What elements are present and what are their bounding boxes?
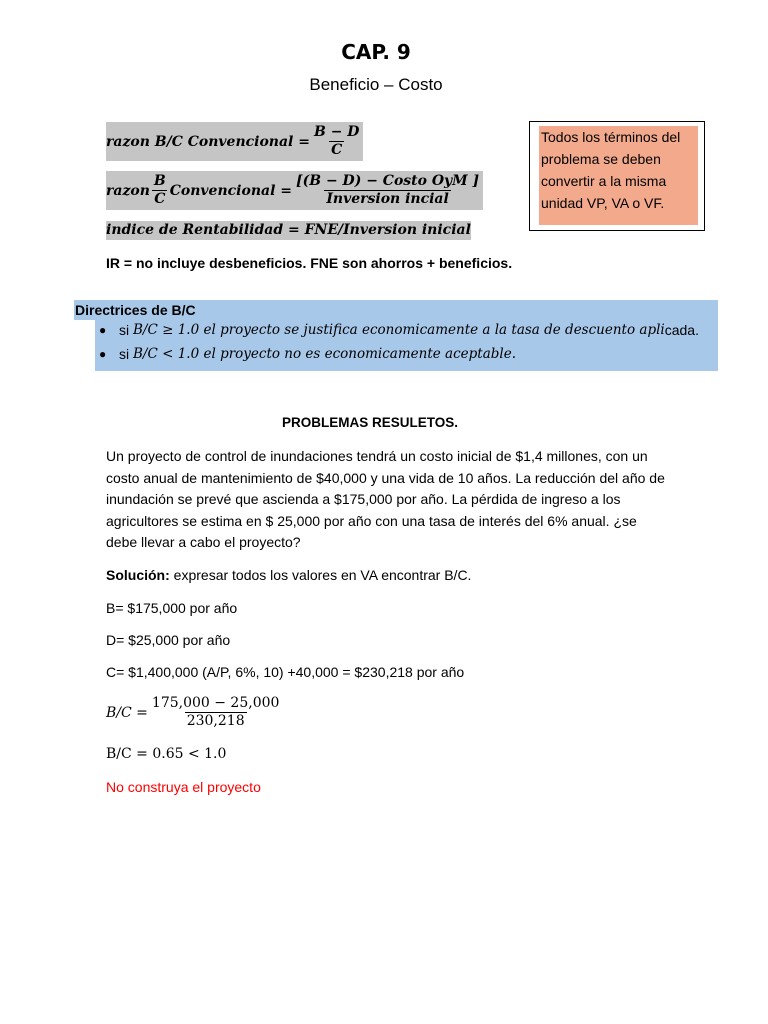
solution-text: expresar todos los valores en VA encontrar B/C. <box>169 567 472 583</box>
guideline-math: B/C ≥ 1.0 el proyecto se justifica economicamente a la tasa de descuento apli <box>133 322 665 338</box>
fraction-denominator: Inversion incial <box>326 191 449 207</box>
solution-line <box>106 567 471 583</box>
fraction-denominator: 230,218 <box>186 713 245 729</box>
guideline-prefix: si <box>119 346 130 362</box>
conclusion: No construya el proyecto <box>106 779 261 795</box>
problems-heading: PROBLEMAS RESULETOS. <box>281 415 459 430</box>
disbenefit-line: D= $25,000 por año <box>106 632 231 648</box>
formula-fraction <box>294 173 481 208</box>
guideline-item <box>99 346 516 362</box>
note-text: Todos los términos del problema se deben convertir a la misma unidad VP, VA o VF. <box>539 126 698 225</box>
bullet-icon: ● <box>99 347 107 361</box>
equation-lhs: B/C = <box>106 704 148 721</box>
formula-lhs-suffix: Convencional = <box>169 182 292 199</box>
page-title: CAP. 9 <box>341 40 411 64</box>
formula-profitability-index: indice de Rentabilidad = FNE/Inversion inicial <box>106 222 471 238</box>
guideline-prefix: si <box>119 322 130 338</box>
ir-note: IR = no incluye desbeneficios. FNE son ahorros + beneficios. <box>106 255 513 271</box>
formula-bc-modified <box>106 171 483 210</box>
guideline-suffix: cada. <box>664 322 699 338</box>
guidelines-list <box>95 320 718 371</box>
guidelines-heading: Directrices de B/C <box>74 300 718 320</box>
formula-bc-conventional <box>106 122 363 161</box>
fraction-denominator: C <box>154 191 166 207</box>
solution-label: Solución: <box>106 567 170 583</box>
page-subtitle: Beneficio – Costo <box>309 75 443 94</box>
formula-fraction <box>312 124 361 159</box>
guideline-item <box>99 322 699 338</box>
formula-small-fraction <box>152 173 168 208</box>
fraction-numerator: [(B − D) − Costo OyM ] <box>296 173 480 189</box>
fraction-numerator: B <box>153 173 166 189</box>
bc-calculation <box>106 695 283 730</box>
equation-fraction <box>150 695 282 730</box>
problem-statement: Un proyecto de control de inundaciones tendrá un costo inicial de $1,4 millones, con un costo anual de mantenimiento de $40,000 y una vida de 10 años. La reducción del año de inundación se prevé que ascienda a $175,000 por año. La pérdida de ingreso a los agricultores se estima en $ 25,000 por año con una tasa de interés del 6% anual. ¿se debe llevar a cabo el proyecto? <box>106 448 665 551</box>
cost-line: C= $1,400,000 (A/P, 6%, 10) +40,000 = $230,218 por año <box>106 664 465 680</box>
formula-lhs-prefix: razon <box>106 182 150 199</box>
benefit-line: B= $175,000 por año <box>106 600 238 616</box>
bullet-icon: ● <box>99 323 107 337</box>
guideline-math: B/C < 1.0 el proyecto no es economicamente aceptable. <box>133 346 517 362</box>
fraction-denominator: C <box>331 142 343 158</box>
note-box <box>529 121 705 231</box>
fraction-numerator: B − D <box>313 124 360 140</box>
bc-result: B/C = 0.65 < 1.0 <box>106 746 227 762</box>
fraction-numerator: 175,000 − 25,000 <box>151 695 280 711</box>
formula-lhs: razon B/C Convencional = <box>106 133 310 150</box>
